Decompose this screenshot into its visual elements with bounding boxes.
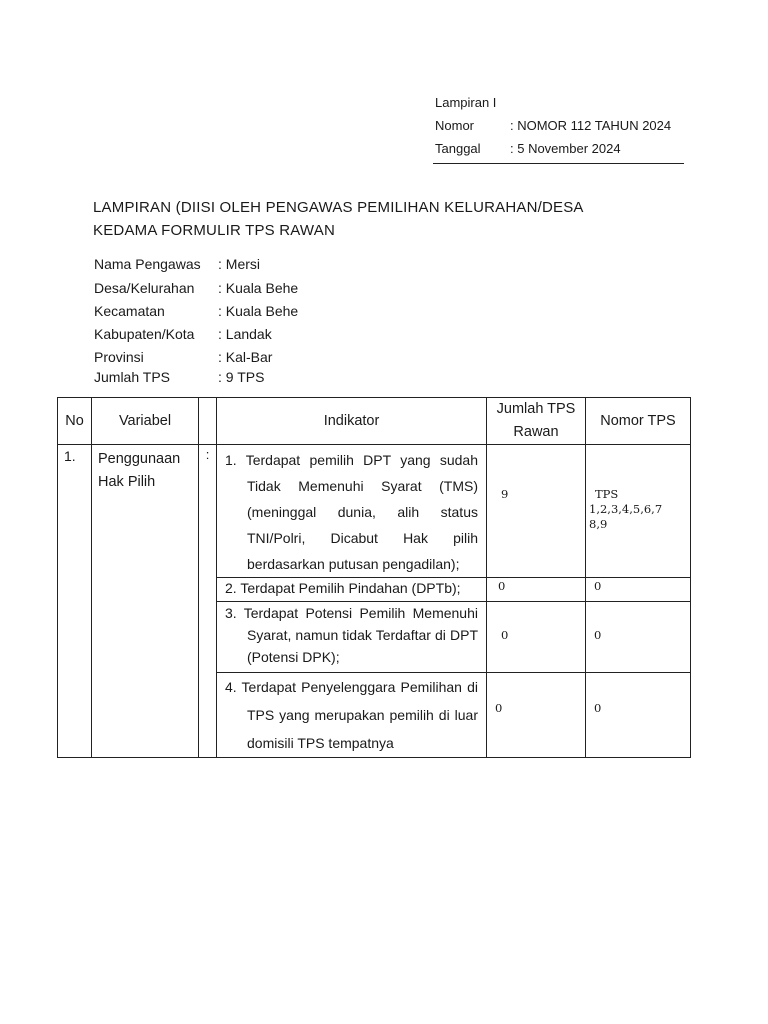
jumlah-4: 0 (487, 673, 586, 758)
info-label-kabupaten: Kabupaten/Kota (94, 326, 195, 342)
header-separator (199, 398, 217, 445)
info-label-nama-pengawas: Nama Pengawas (94, 256, 201, 272)
variabel-colon: : (199, 445, 217, 758)
indikator-4-line1: 4. Terdapat Penyelenggara Pemilihan di (225, 679, 478, 695)
indikator-1 (217, 445, 487, 578)
indikator-2-line1: 2. Terdapat Pemilih Pindahan (DPTb); (225, 580, 461, 596)
info-label-kecamatan: Kecamatan (94, 303, 165, 319)
indikator-2 (217, 578, 487, 602)
indikator-1-line2: Tidak Memenuhi Syarat (TMS) (247, 478, 478, 494)
info-value-provinsi: : Kal-Bar (218, 349, 273, 365)
info-value-nama-pengawas: : Mersi (218, 256, 260, 272)
indikator-1-line5: berdasarkan putusan pengadilan); (247, 556, 460, 572)
indikator-3-line3: (Potensi DPK); (247, 649, 340, 665)
nomor-tps-1 (586, 445, 691, 578)
info-label-provinsi: Provinsi (94, 349, 144, 365)
nomor-tps-3: 0 (586, 602, 691, 673)
indikator-3-line1: 3. Terdapat Potensi Pemilih Memenuhi (225, 605, 478, 621)
header-jumlah-line1: Jumlah TPS (496, 401, 576, 417)
info-label-jumlah-tps: Jumlah TPS (94, 369, 170, 385)
indikator-3-line2: Syarat, namun tidak Terdaftar di DPT (247, 627, 478, 643)
header-indikator: Indikator (217, 398, 487, 445)
info-value-kecamatan: : Kuala Behe (218, 303, 299, 319)
document-title-line1: LAMPIRAN (DIISI OLEH PENGAWAS PEMILIHAN KELURAHAN/DESA (93, 199, 584, 216)
nomor-tps-4: 0 (586, 673, 691, 758)
lampiran-label: Lampiran I (435, 95, 497, 110)
indikator-4-line3: domisili TPS tempatnya (247, 735, 394, 751)
document-title-line2: KEDAMA FORMULIR TPS RAWAN (93, 222, 335, 239)
info-value-kabupaten: : Landak (218, 326, 272, 342)
nomor-value: : NOMOR 112 TAHUN 2024 (510, 118, 672, 133)
variabel-line2: Hak Pilih (98, 474, 156, 490)
nomor-label: Nomor (435, 118, 475, 133)
jumlah-1: 9 (487, 445, 586, 578)
info-value-desa: : Kuala Behe (218, 280, 299, 296)
info-value-jumlah-tps: : 9 TPS (218, 369, 265, 385)
header-jumlah-line2: Rawan (513, 424, 559, 440)
tps-rawan-table (57, 397, 691, 758)
table-row (58, 445, 691, 578)
indikator-1-line4: TNI/Polri, Dicabut Hak pilih (247, 530, 478, 546)
indikator-4 (217, 673, 487, 758)
variabel-line1: Penggunaan (98, 451, 181, 467)
header-variabel: Variabel (92, 398, 199, 445)
tanggal-value: : 5 November 2024 (510, 141, 621, 156)
tanggal-label: Tanggal (435, 141, 481, 156)
jumlah-3: 0 (487, 602, 586, 673)
variabel-cell (92, 445, 199, 758)
header-divider (433, 163, 684, 164)
nomor-tps-2: 0 (586, 578, 691, 602)
nomor-tps-1-line1: TPS 1,2,3,4,5,6,7 (589, 487, 663, 516)
header-nomor-tps: Nomor TPS (586, 398, 691, 445)
row-number: 1. (58, 445, 92, 758)
indikator-1-line3: (meninggal dunia, alih status (247, 504, 478, 520)
header-no: No (58, 398, 92, 445)
indikator-4-line2: TPS yang merupakan pemilih di luar (247, 707, 478, 723)
indikator-3 (217, 602, 487, 673)
header-jumlah-tps-rawan (487, 398, 586, 445)
info-label-desa: Desa/Kelurahan (94, 280, 195, 296)
nomor-tps-1-line2: 8,9 (589, 517, 608, 531)
jumlah-2: 0 (487, 578, 586, 602)
table-header-row (58, 398, 691, 445)
indikator-1-line1: 1. Terdapat pemilih DPT yang sudah (225, 452, 478, 468)
